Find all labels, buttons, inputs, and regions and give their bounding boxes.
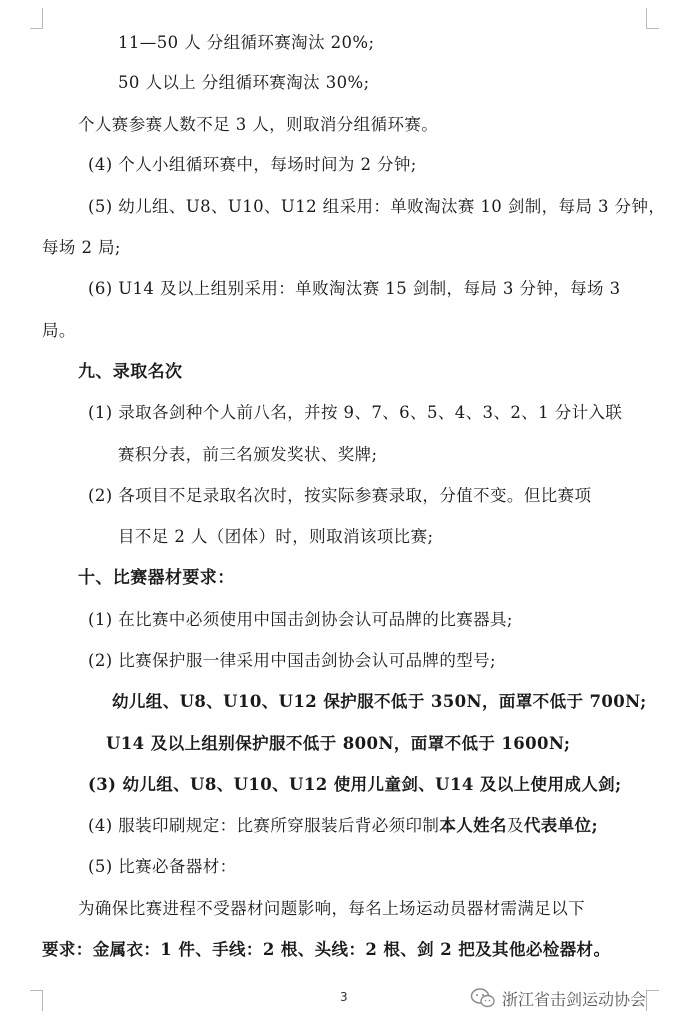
text-line: 目不足 2 人（团体）时，则取消该项比赛; — [118, 527, 434, 546]
watermark-text: 浙江省击剑运动协会 — [502, 989, 647, 1009]
bold-spec-line: U14 及以上组别保护服不低于 800N，面罩不低于 1600N; — [106, 734, 571, 753]
crop-mark-top-right — [646, 8, 659, 29]
text-line: (5) 幼儿组、U8、U10、U12 组采用：单败淘汰赛 10 剑制，每局 3 分钟， — [88, 197, 666, 216]
text-line: (5) 比赛必备器材： — [88, 857, 237, 876]
wechat-icon — [470, 987, 496, 1009]
text-line: 个人赛参赛人数不足 3 人，则取消分组循环赛。 — [78, 115, 439, 134]
section-heading-10: 十、比赛器材要求： — [78, 568, 235, 588]
text-line: (1) 录取各剑种个人前八名，并按 9、7、6、5、4、3、2、1 分计入联 — [88, 403, 623, 422]
text-line: 为确保比赛进程不受器材问题影响，每名上场运动员器材需满足以下 — [78, 899, 585, 918]
printing-rule-end: ; — [591, 816, 598, 835]
crop-mark-bottom-right — [646, 990, 659, 1011]
text-line: 局。 — [42, 321, 76, 340]
text-line: (6) U14 及以上组别采用：单败淘汰赛 15 剑制，每局 3 分钟，每场 3 — [88, 279, 621, 298]
printing-rule-name: 本人姓名 — [439, 816, 507, 835]
watermark — [470, 986, 646, 1010]
crop-mark-bottom-left — [30, 990, 43, 1011]
text-line: (2) 各项目不足录取名次时，按实际参赛录取，分值不变。但比赛项 — [88, 486, 592, 505]
printing-rule-and: 及 — [506, 816, 524, 835]
section-heading-9: 九、录取名次 — [78, 362, 183, 382]
page-number: 3 — [340, 990, 348, 1004]
text-line: (4) 个人小组循环赛中，每场时间为 2 分钟; — [88, 155, 417, 174]
crop-mark-top-left — [30, 8, 43, 29]
text-line: (1) 在比赛中必须使用中国击剑协会认可品牌的比赛器具; — [88, 610, 513, 629]
text-line: 每场 2 局; — [42, 238, 121, 257]
text-line: 赛积分表，前三名颁发奖状、奖牌; — [118, 445, 378, 464]
bold-spec-line: (3) 幼儿组、U8、U10、U12 使用儿童剑、U14 及以上使用成人剑; — [88, 775, 622, 794]
printing-rule-unit: 代表单位 — [523, 816, 592, 835]
requirements-prefix: 要求： — [42, 940, 93, 959]
bold-spec-line: 幼儿组、U8、U10、U12 保护服不低于 350N，面罩不低于 700N; — [112, 692, 647, 711]
text-line: (2) 比赛保护服一律采用中国击剑协会认可品牌的型号; — [88, 651, 496, 670]
text-line-printing-rule — [88, 815, 598, 837]
text-line: 11—50 人 分组循环赛淘汰 20%; — [118, 33, 375, 52]
text-line-requirements — [42, 939, 610, 961]
text-line: 50 人以上 分组循环赛淘汰 30%; — [118, 73, 370, 92]
printing-rule-text: (4) 服装印刷规定：比赛所穿服装后背必须印制 — [88, 816, 440, 835]
requirements-list: 金属衣：1 件、手线：2 根、头线：2 根、剑 2 把及其他必检器材。 — [92, 940, 611, 959]
